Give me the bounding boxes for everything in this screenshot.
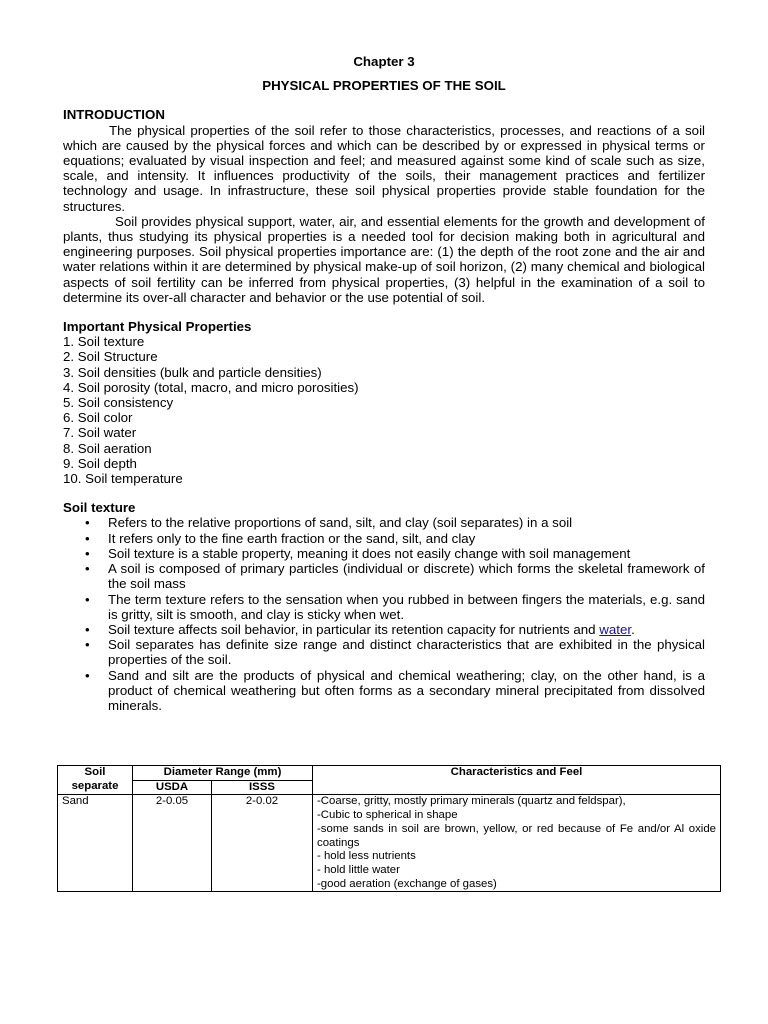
texture-bullet-list [63,515,705,713]
characteristic-line: -some sands in soil are brown, yellow, or red because of Fe and/or Al oxide coatings [317,822,716,849]
bullet-item: • Sand and silt are the products of physical and chemical weathering; clay, on the other hand, is a product of chemical weathering but often forms as a secondary mineral precipitated from dissolved minerals. [85,667,705,713]
characteristic-line: -Cubic to spherical in shape [317,809,458,822]
bullet-icon: • [85,591,90,607]
intro-heading: INTRODUCTION [63,107,165,123]
table-row [58,795,721,892]
header-isss: ISSS [212,780,313,795]
bullet-item: • A soil is composed of primary particles (individual or discrete) which forms the skeletal framework of the soil mass [85,561,705,592]
bullet-icon: • [85,545,90,561]
intro-paragraph-1: The physical properties of the soil refer to those characteristics, processes, and reactions of a soil which are caused by the physical forces and which can be described by or expressed in physical terms or equations; evaluated by visual inspection and feel; and measured against some kind of scale such as size, scale, and intensity. It influences productivity of the soils, their management practices and fertilizer technology and usage. In infrastructure, these soil physical properties provide stable foundation for the structures. [63,122,705,214]
cell-usda: 2-0.05 [133,795,212,892]
bullet-item: • The term texture refers to the sensation when you rubbed in between fingers the materials, e.g. sand is gritty, silt is smooth, and clay is sticky when wet. [85,591,705,622]
cell-separate: Sand [58,795,133,892]
bullet-icon: • [85,515,90,531]
list-item: 1. Soil texture [63,334,145,350]
chapter-title: PHYSICAL PROPERTIES OF THE SOIL [262,78,506,94]
bullet-icon: • [85,561,90,577]
bullet-icon: • [85,637,90,653]
list-item: 4. Soil porosity (total, macro, and micro porosities) [63,379,359,395]
cell-characteristics [313,795,721,892]
bullet-item: • Refers to the relative proportions of sand, silt, and clay (soil separates) in a soil [85,515,573,531]
bullet-icon: • [85,621,90,637]
header-usda: USDA [133,780,212,795]
bullet-item: • It refers only to the fine earth fraction or the sand, silt, and clay [85,530,476,546]
characteristic-line: -Coarse, gritty, mostly primary minerals (quartz and feldspar), [317,795,626,808]
intro-paragraph-2: Soil provides physical support, water, air, and essential elements for the growth and development of plants, thus studying its physical properties is a needed tool for decision making both in agricultural and engineering purposes. Soil physical properties importance are: (1) the depth of the root zone and the air and water relations within it are determined by physical make-up of soil horizon, (2) many chemical and biological aspects of soil fertility can be inferred from physical properties, (3) helpful in the examination of a soil to determine its over-all character and behavior or the use potential of soil. [63,213,705,305]
bullet-icon: • [85,530,90,546]
document-body [63,54,705,713]
soil-separates-table [57,765,721,892]
list-item: 9. Soil depth [63,455,137,471]
list-item: 3. Soil densities (bulk and particle densities) [63,364,322,380]
list-item: 8. Soil aeration [63,440,152,456]
header-characteristics: Characteristics and Feel [313,766,721,795]
header-diameter-range: Diameter Range (mm) [133,766,313,781]
list-item: 5. Soil consistency [63,395,174,411]
bullet-item: • Soil texture is a stable property, meaning it does not easily change with soil management [85,545,631,561]
bullet-icon: • [85,667,90,683]
chapter-label: Chapter 3 [353,54,415,69]
properties-heading: Important Physical Properties [63,319,252,335]
cell-isss: 2-0.02 [212,795,313,892]
header-soil-separate: Soil separate [58,766,133,795]
properties-list [63,334,705,486]
characteristic-line: -good aeration (exchange of gases) [317,877,497,890]
bullet-item: • Soil texture affects soil behavior, in particular its retention capacity for nutrients and water. [85,621,635,637]
list-item: 2. Soil Structure [63,349,158,365]
characteristic-line: - hold less nutrients [317,850,416,863]
bullet-item: • Soil separates has definite size range and distinct characteristics that are exhibited in the physical properties of the soil. [85,637,705,668]
water-link[interactable]: water [599,621,632,637]
characteristic-line: - hold little water [317,863,400,876]
list-item: 6. Soil color [63,410,133,426]
list-item: 7. Soil water [63,425,137,441]
list-item: 10. Soil temperature [63,471,183,487]
texture-heading: Soil texture [63,500,136,516]
